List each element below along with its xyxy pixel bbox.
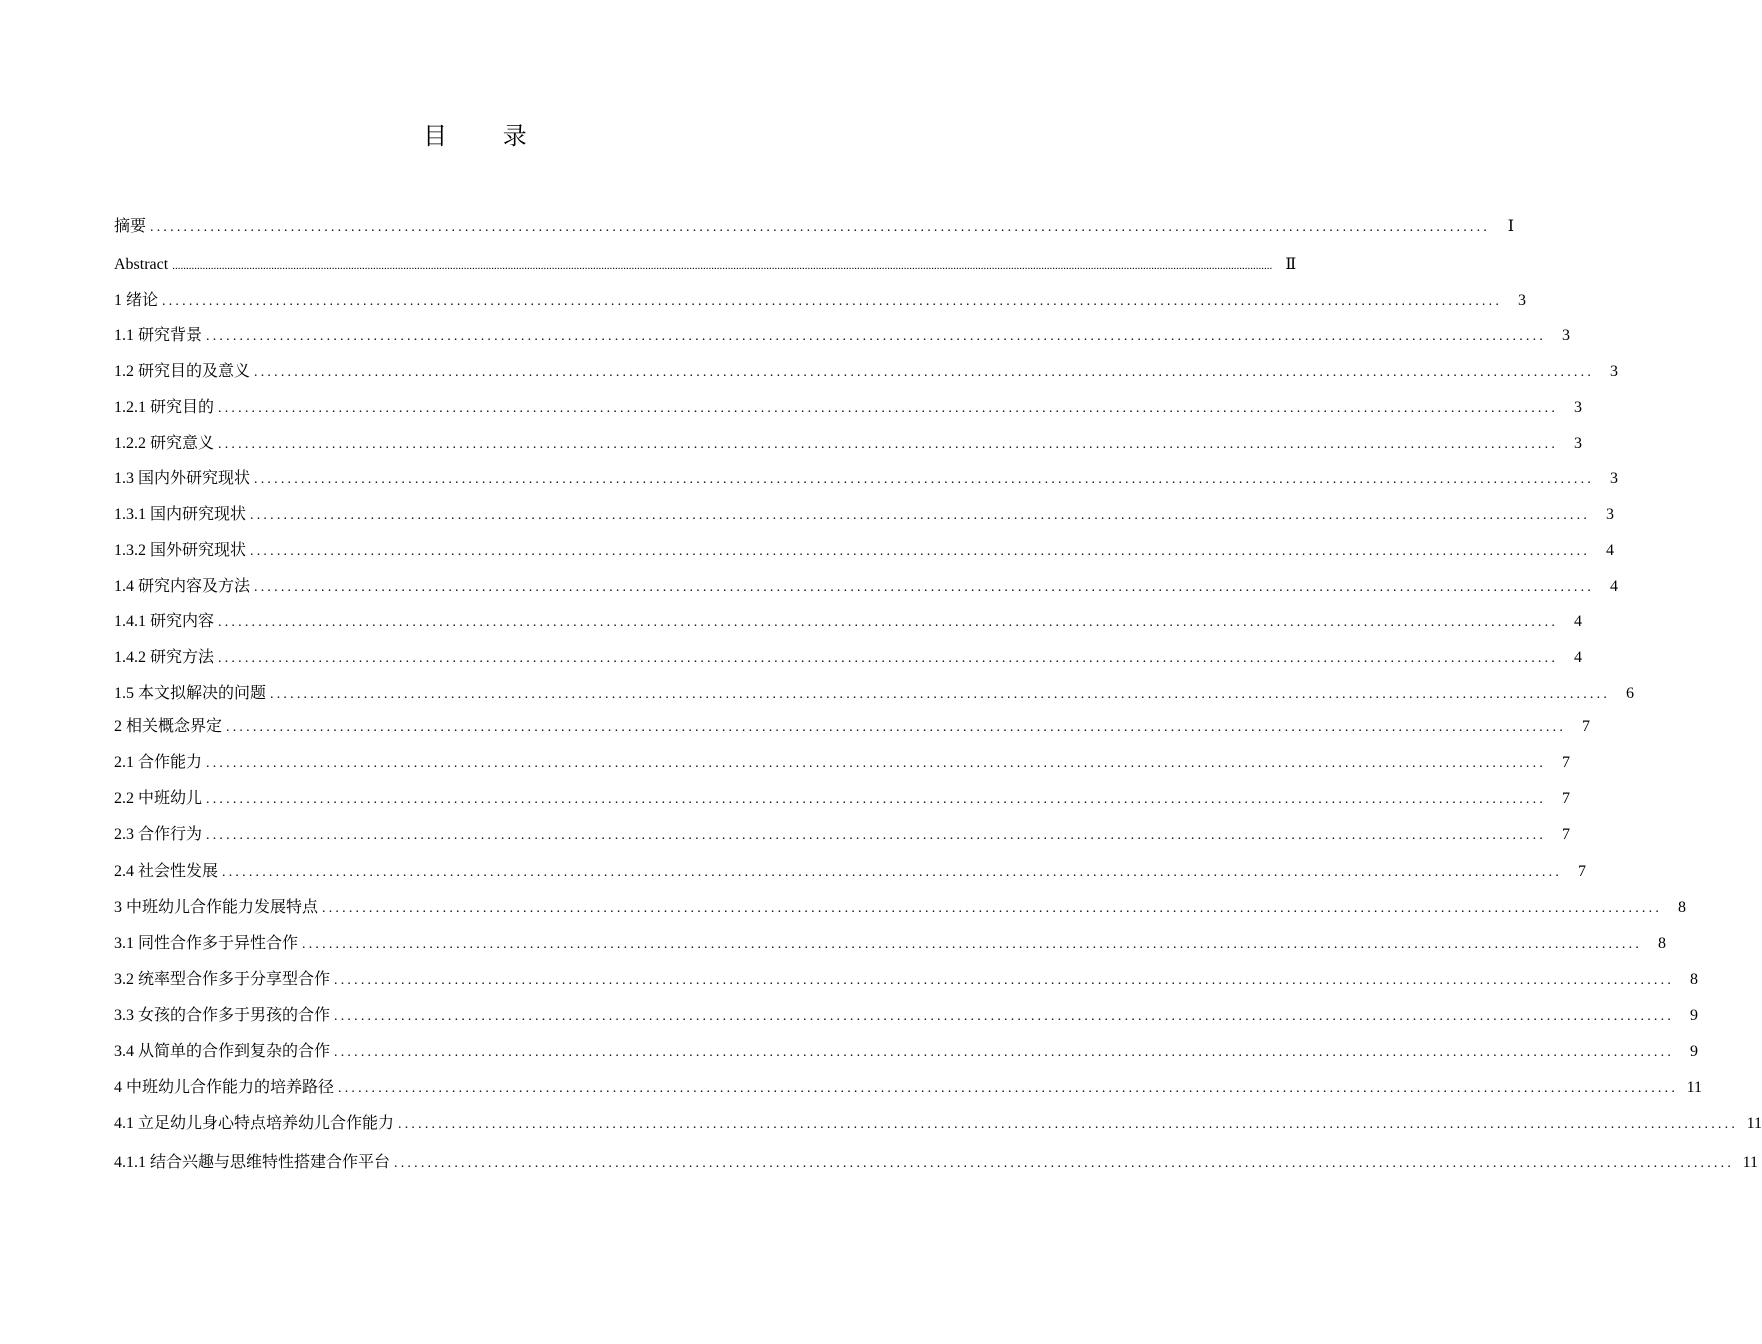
toc-entry[interactable] [114, 538, 1615, 564]
toc-entry-label: 3.1 同性合作多于异性合作 [114, 935, 299, 952]
toc-entry-label: 1.3 国内外研究现状 [114, 470, 251, 487]
toc-entry[interactable] [114, 1039, 1699, 1065]
dot-leader: ........................................................................................................................................................................................................ [250, 544, 1591, 559]
toc-entry-label: 摘要 [114, 218, 147, 235]
toc-entry[interactable] [114, 750, 1571, 776]
toc-entry-label: 4 中班幼儿合作能力的培养路径 [114, 1079, 335, 1096]
toc-entry[interactable] [114, 1111, 1762, 1137]
toc-entry[interactable] [114, 288, 1527, 314]
toc-entry-label: 1.2.2 研究意义 [114, 435, 215, 452]
toc-entry-label: 3.4 从简单的合作到复杂的合作 [114, 1043, 331, 1060]
toc-entry-label: 1.5 本文拟解决的问题 [114, 685, 267, 702]
toc-entry-page: Ⅰ [1507, 218, 1515, 235]
toc-entry[interactable] [114, 1150, 1759, 1176]
dot-leader: ........................................................................................................................................................................................................ [334, 1045, 1675, 1060]
toc-entry-page: 4 [1606, 542, 1615, 559]
dot-leader: ........................................................................................................................................................................................................ [162, 294, 1503, 309]
toc-entry-label: 4.1 立足幼儿身心特点培养幼儿合作能力 [114, 1115, 395, 1132]
toc-entry-page: 4 [1610, 578, 1619, 595]
dot-leader: ........................................................................................................................................................................................................ [218, 401, 1559, 416]
dot-leader: ........................................................................................................................................................................................................ [270, 687, 1611, 702]
toc-entry[interactable] [114, 931, 1667, 957]
dot-leader: ........................................................................................................................................................................................................ [334, 1009, 1675, 1024]
toc-entry[interactable] [114, 1003, 1699, 1029]
toc-entry-label: 1.4 研究内容及方法 [114, 578, 251, 595]
toc-entry[interactable] [114, 431, 1583, 457]
dot-leader: ........................................................................................................................................................................................................ [218, 651, 1559, 666]
toc-entry-label: 3.2 统率型合作多于分享型合作 [114, 971, 331, 988]
toc-entry-page: 3 [1574, 435, 1583, 452]
dot-leader: ........................................................................................................................................................................................................ [254, 580, 1595, 595]
dot-leader: ........................................................................................................................................................................................................ [334, 973, 1675, 988]
toc-entry-page: 7 [1562, 826, 1571, 843]
toc-entry[interactable] [114, 967, 1699, 993]
toc-entry[interactable] [114, 252, 1297, 278]
toc-entry[interactable] [114, 323, 1571, 349]
toc-entry-label: 2.4 社会性发展 [114, 863, 219, 880]
toc-entry-label: 1 绪论 [114, 292, 159, 309]
toc-entry-page: 3 [1610, 470, 1619, 487]
dot-leader: ........................................................................................................................................................................................................ [218, 437, 1559, 452]
toc-entry[interactable] [114, 895, 1687, 921]
dot-leader: ........................................................................................................................................................................................................ [254, 472, 1595, 487]
toc-entry-label: 1.4.1 研究内容 [114, 613, 215, 630]
toc-entry-label: 2 相关概念界定 [114, 718, 223, 735]
toc-entry-page: 7 [1582, 718, 1591, 735]
toc-entry-page: 7 [1562, 754, 1571, 771]
toc-entry-label: 1.2 研究目的及意义 [114, 363, 251, 380]
dot-leader: ........................................................................................................................................................................................................ [302, 937, 1643, 952]
toc-entry-label: 2.3 合作行为 [114, 826, 203, 843]
toc-entry[interactable] [114, 786, 1571, 812]
toc-entry[interactable] [114, 359, 1619, 385]
dot-leader: ........................................................................................................................................................................................................ [254, 365, 1595, 380]
toc-entry[interactable] [114, 502, 1615, 528]
toc-entry[interactable] [114, 645, 1583, 671]
dot-leader: ........................................................................................................................................................................................................ [222, 865, 1563, 880]
toc-entry-page: 3 [1562, 327, 1571, 344]
dot-leader: ........................................................................................................................................................................................................ [398, 1117, 1739, 1132]
toc-entry-page: 4 [1574, 649, 1583, 666]
dot-leader: ........................................................................................................................................................................................................ [206, 756, 1547, 771]
toc-entry-label: 3.3 女孩的合作多于男孩的合作 [114, 1007, 331, 1024]
toc-entry-page: 6 [1626, 685, 1635, 702]
toc-entry[interactable] [114, 714, 1591, 740]
dot-leader: ........................................................................................................................................................................................................ [206, 329, 1547, 344]
toc-entry[interactable] [114, 859, 1587, 885]
dot-leader: ........................................................................................................................................................................................................ [206, 792, 1547, 807]
toc-entry[interactable] [114, 609, 1583, 635]
toc-entry-page: 8 [1658, 935, 1667, 952]
toc-entry-label: 1.2.1 研究目的 [114, 399, 215, 416]
toc-entry[interactable] [114, 214, 1515, 240]
toc-entry[interactable] [114, 574, 1619, 600]
toc-entry-page: 9 [1690, 1007, 1699, 1024]
toc-entry-page: 7 [1578, 863, 1587, 880]
toc-entry[interactable] [114, 466, 1619, 492]
dot-leader: ........................................................................................................................................................................................................ [250, 508, 1591, 523]
toc-entry-label: 1.1 研究背景 [114, 327, 203, 344]
toc-entry-label: 2.1 合作能力 [114, 754, 203, 771]
toc-entry-page: 4 [1574, 613, 1583, 630]
dot-leader: ........................................................................................................................................................................................................ [338, 1081, 1679, 1096]
toc-entry-label: 3 中班幼儿合作能力发展特点 [114, 899, 319, 916]
toc-entry-label: Abstract [114, 256, 169, 273]
toc-entry-label: 1.3.1 国内研究现状 [114, 506, 247, 523]
dot-leader: ........................................................................................................................................................................................................ [394, 1156, 1735, 1171]
dot-leader: ........................................................................................................................................................................................................ [218, 615, 1559, 630]
toc-entry-page: 11 [1742, 1154, 1759, 1171]
toc-entry[interactable] [114, 395, 1583, 421]
toc-entry-label: 1.4.2 研究方法 [114, 649, 215, 666]
toc-entry[interactable] [114, 822, 1571, 848]
toc-entry-page: 9 [1690, 1043, 1699, 1060]
toc-entry-page: 11 [1746, 1115, 1762, 1132]
toc-entry-page: 3 [1518, 292, 1527, 309]
dot-leader: ................................................................................................................................................................................................................................................................................................................................................................................................................ [172, 260, 1273, 272]
toc-entry[interactable] [114, 1075, 1703, 1101]
toc-entry-page: 3 [1610, 363, 1619, 380]
toc-entry-page: 8 [1678, 899, 1687, 916]
dot-leader: ........................................................................................................................................................................................................ [206, 828, 1547, 843]
toc-entry-label: 2.2 中班幼儿 [114, 790, 203, 807]
toc-entry-label: 4.1.1 结合兴趣与思维特性搭建合作平台 [114, 1154, 391, 1171]
toc-entry-page: Ⅱ [1285, 256, 1297, 273]
toc-entry-page: 3 [1574, 399, 1583, 416]
dot-leader: ........................................................................................................................................................................................................ [322, 901, 1663, 916]
dot-leader: ........................................................................................................................................................................................................ [150, 220, 1491, 235]
toc-entry-page: 3 [1606, 506, 1615, 523]
toc-entry-page: 8 [1690, 971, 1699, 988]
dot-leader: ........................................................................................................................................................................................................ [226, 720, 1567, 735]
page-title: 目 录 [423, 122, 551, 150]
toc-entry-label: 1.3.2 国外研究现状 [114, 542, 247, 559]
toc-entry-page: 11 [1686, 1079, 1703, 1096]
toc-entry-page: 7 [1562, 790, 1571, 807]
toc-entry[interactable] [114, 681, 1635, 707]
